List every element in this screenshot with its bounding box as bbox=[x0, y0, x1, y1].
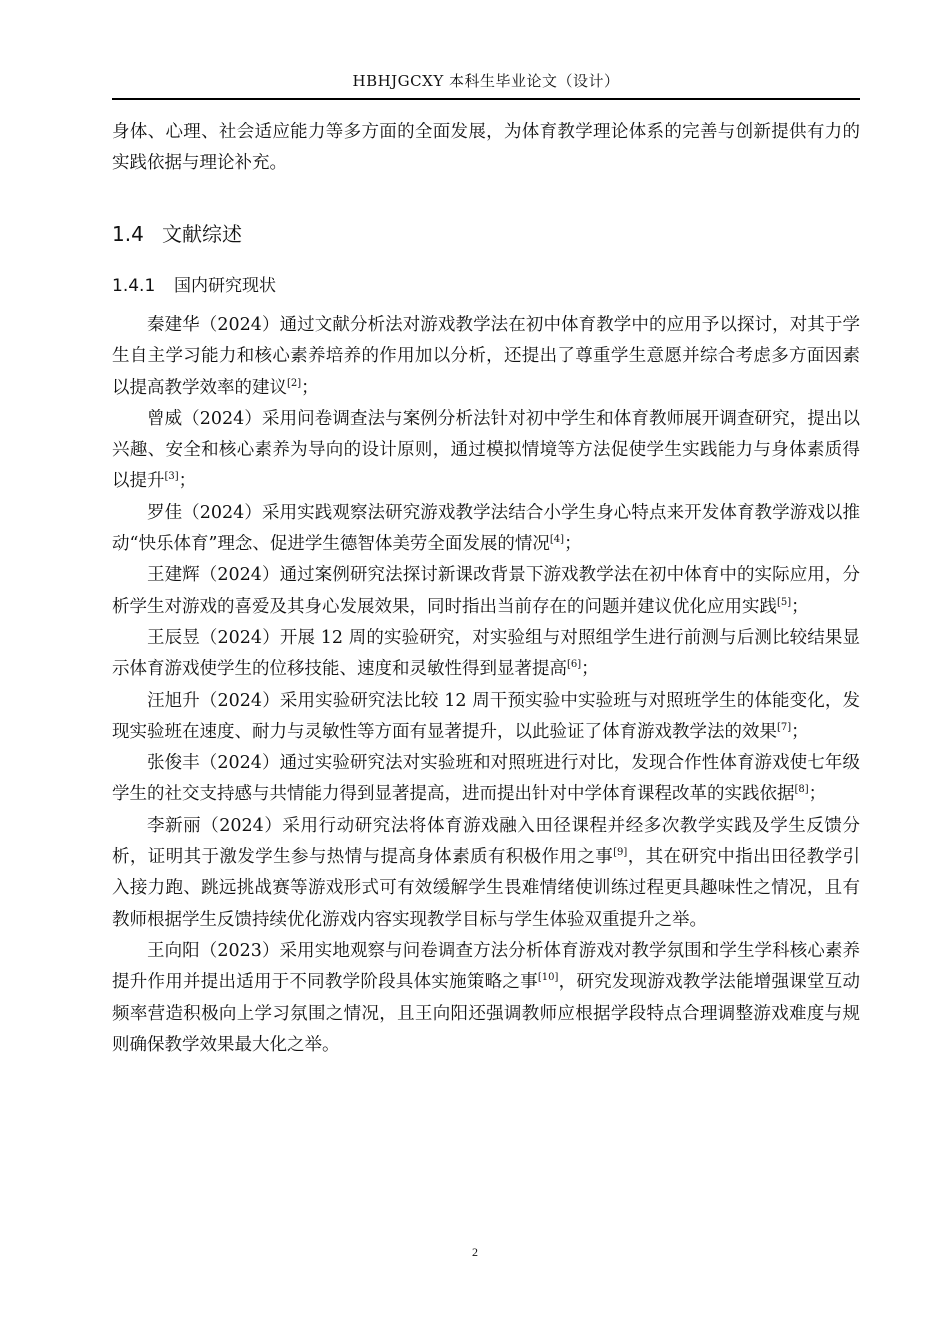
header-rule bbox=[112, 98, 860, 100]
citation-ref: [6] bbox=[567, 659, 582, 671]
section-number: 1.4 bbox=[112, 222, 144, 246]
running-header: HBHJGCXY 本科生毕业论文（设计） bbox=[352, 72, 620, 90]
review-paragraph: 王向阳（2023）采用实地观察与问卷调查方法分析体育游戏对教学氛围和学生学科核心素养提升作用并提出适用于不同教学阶段具体实施策略之事[10]，研究发现游戏教学法能增强课堂互动频率营造积极向上学习氛围之情况，且王向阳还强调教师应根据学段特点合理调整游戏难度与规则确保教学效果最大化之举。 bbox=[112, 940, 861, 1055]
review-paragraph: 张俊丰（2024）通过实验研究法对实验班和对照班进行对比，发现合作性体育游戏使七年级学生的社交支持感与共情能力得到显著提高，进而提出针对中学体育课程改革的实践依据[8]； bbox=[112, 753, 860, 805]
citation-ref: [4] bbox=[549, 534, 565, 546]
review-paragraph: 汪旭升（2024）采用实验研究法比较 12 周干预实验中实验班与对照班学生的体能变化，发现实验班在速度、耐力与灵敏性等方面有显著提升，以此验证了体育游戏教学法的效果[7]； bbox=[112, 690, 860, 742]
citation-ref: [3] bbox=[164, 471, 179, 483]
section-heading bbox=[112, 218, 242, 247]
section-title: 文献综述 bbox=[162, 222, 242, 246]
citation-ref: [7] bbox=[777, 721, 792, 733]
citation-ref: [5] bbox=[777, 596, 792, 608]
review-paragraph: 王建辉（2024）通过案例研究法探讨新课改背景下游戏教学法在初中体育中的实际应用，分析学生对游戏的喜爱及其身心发展效果，同时指出当前存在的问题并建议优化应用实践[5]； bbox=[112, 565, 860, 617]
subsection-number: 1.4.1 bbox=[112, 276, 156, 296]
citation-ref: [2] bbox=[287, 377, 302, 389]
subsection-title: 国内研究现状 bbox=[174, 276, 276, 296]
review-body bbox=[112, 310, 860, 1061]
review-paragraph: 秦建华（2024）通过文献分析法对游戏教学法在初中体育教学中的应用予以探讨，对其于学生自主学习能力和核心素养培养的作用加以分析，还提出了尊重学生意愿并综合考虑多方面因素以提高教学效率的建议[2]； bbox=[112, 315, 860, 398]
review-paragraph: 李新丽（2024）采用行动研究法将体育游戏融入田径课程并经多次教学实践及学生反馈分析，证明其于激发学生参与热情与提高身体素质有积极作用之事[9]，其在研究中指出田径教学引入接力跑、跳远挑战赛等游戏形式可有效缓解学生畏难情绪使训练过程更具趣味性之情况，且有教师根据学生反馈持续优化游戏内容实现教学目标与学生体验双重提升之举。 bbox=[112, 815, 861, 930]
subsection-heading bbox=[112, 271, 276, 296]
continuation-block bbox=[112, 117, 860, 180]
page-number: 2 bbox=[472, 1245, 478, 1259]
citation-ref: [9] bbox=[613, 847, 628, 859]
citation-ref: [10] bbox=[537, 972, 559, 984]
review-paragraph: 王辰昱（2024）开展 12 周的实验研究，对实验组与对照组学生进行前测与后测比较结果显示体育游戏使学生的位移技能、速度和灵敏性得到显著提高[6]； bbox=[112, 627, 860, 680]
review-paragraph: 罗佳（2024）采用实践观察法研究游戏教学法结合小学生身心特点来开发体育教学游戏以推动“快乐体育”理念、促进学生德智体美劳全面发展的情况[4]； bbox=[112, 502, 860, 555]
citation-ref: [8] bbox=[794, 784, 809, 796]
continuation-paragraph: 身体、心理、社会适应能力等多方面的全面发展，为体育教学理论体系的完善与创新提供有力的实践依据与理论补充。 bbox=[112, 122, 860, 174]
review-paragraph: 曾威（2024）采用问卷调查法与案例分析法针对初中学生和体育教师展开调查研究，提出以兴趣、安全和核心素养为导向的设计原则，通过模拟情境等方法促使学生实践能力与身体素质得以提升[3]； bbox=[112, 408, 860, 492]
